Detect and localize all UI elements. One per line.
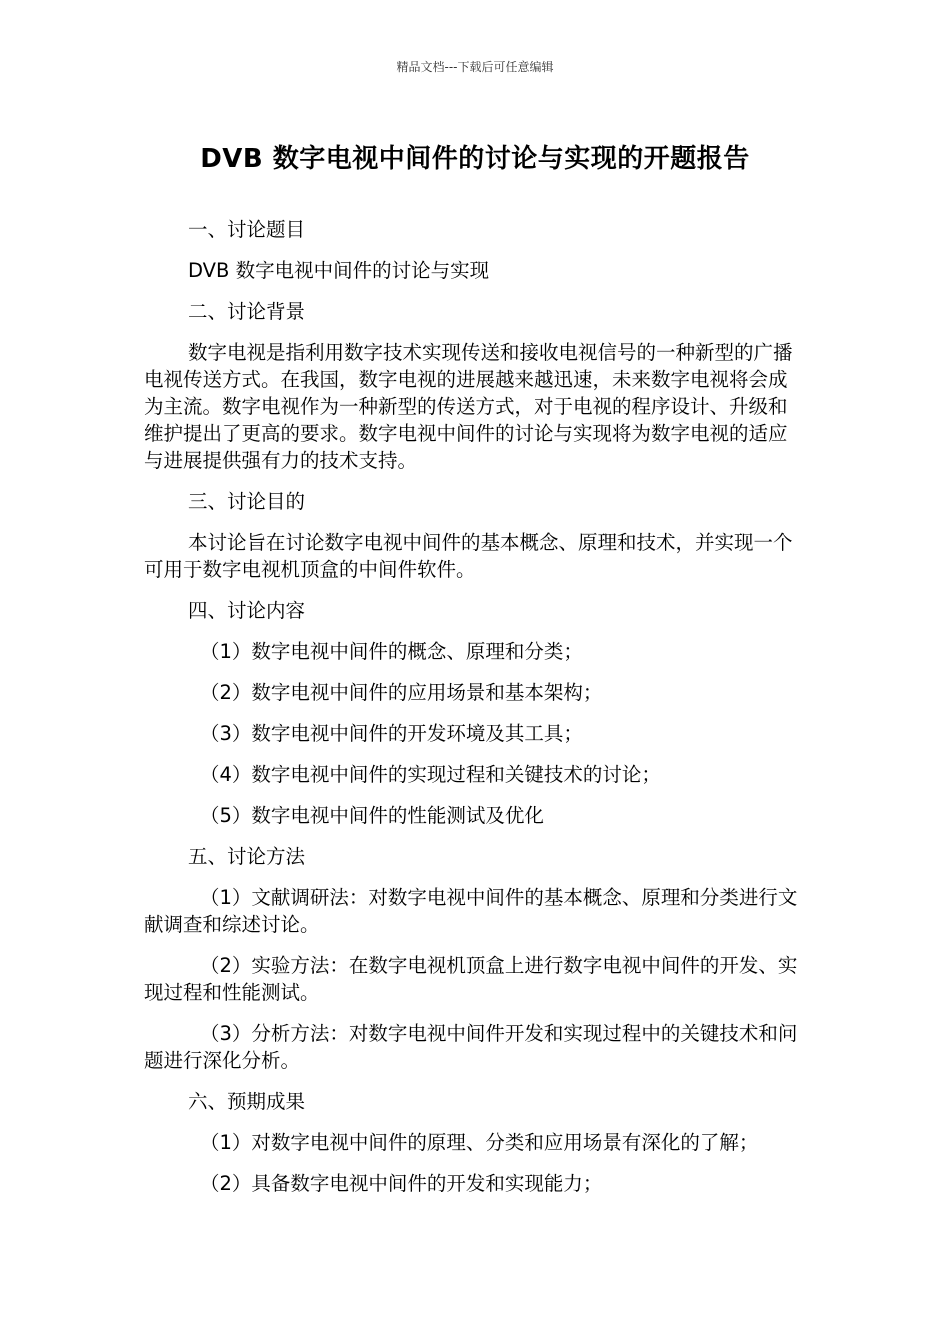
section-heading-content: 四、讨论内容 bbox=[188, 599, 306, 622]
section-heading-topic: 一、讨论题目 bbox=[188, 218, 306, 241]
method-item-2: （2）实验方法：在数字电视机顶盒上进行数字电视中间件的开发、实现过程和性能测试。 bbox=[144, 954, 798, 1004]
section-heading-outcomes: 六、预期成果 bbox=[188, 1090, 306, 1113]
document-body bbox=[144, 216, 806, 1211]
method-item-1: （1）文献调研法：对数字电视中间件的基本概念、原理和分类进行文献调查和综述讨论。 bbox=[144, 886, 798, 936]
content-item-4: （4）数字电视中间件的实现过程和关键技术的讨论； bbox=[200, 763, 661, 786]
section-heading-purpose: 三、讨论目的 bbox=[188, 490, 306, 513]
content-item-1: （1）数字电视中间件的概念、原理和分类； bbox=[200, 640, 583, 663]
section-text-background: 数字电视是指利用数字技术实现传送和接收电视信号的一种新型的广播电视传送方式。在我国，数字电视的进展越来越迅速，未来数字电视将会成为主流。数字电视作为一种新型的传送方式，对于电视的程序设计、升级和维护提出了更高的要求。数字电视中间件的讨论与实现将为数字电视的适应与进展提供强有力的技术支持。 bbox=[144, 341, 793, 472]
outcome-item-1: （1）对数字电视中间件的原理、分类和应用场景有深化的了解； bbox=[200, 1131, 759, 1154]
content-item-3: （3）数字电视中间件的开发环境及其工具； bbox=[200, 722, 583, 745]
section-text-purpose: 本讨论旨在讨论数字电视中间件的基本概念、原理和技术，并实现一个可用于数字电视机顶盒的中间件软件。 bbox=[144, 531, 793, 581]
method-item-3: （3）分析方法：对数字电视中间件开发和实现过程中的关键技术和问题进行深化分析。 bbox=[144, 1022, 798, 1072]
section-heading-background: 二、讨论背景 bbox=[188, 300, 306, 323]
outcome-item-2: （2）具备数字电视中间件的开发和实现能力； bbox=[200, 1172, 603, 1195]
content-item-2: （2）数字电视中间件的应用场景和基本架构； bbox=[200, 681, 603, 704]
content-item-5: （5）数字电视中间件的性能测试及优化 bbox=[200, 804, 544, 827]
page-header-note: 精品文档---下载后可任意编辑 bbox=[396, 60, 554, 74]
section-text-topic: DVB 数字电视中间件的讨论与实现 bbox=[188, 259, 490, 282]
document-title: DVB 数字电视中间件的讨论与实现的开题报告 bbox=[200, 144, 750, 174]
section-heading-methods: 五、讨论方法 bbox=[188, 845, 306, 868]
